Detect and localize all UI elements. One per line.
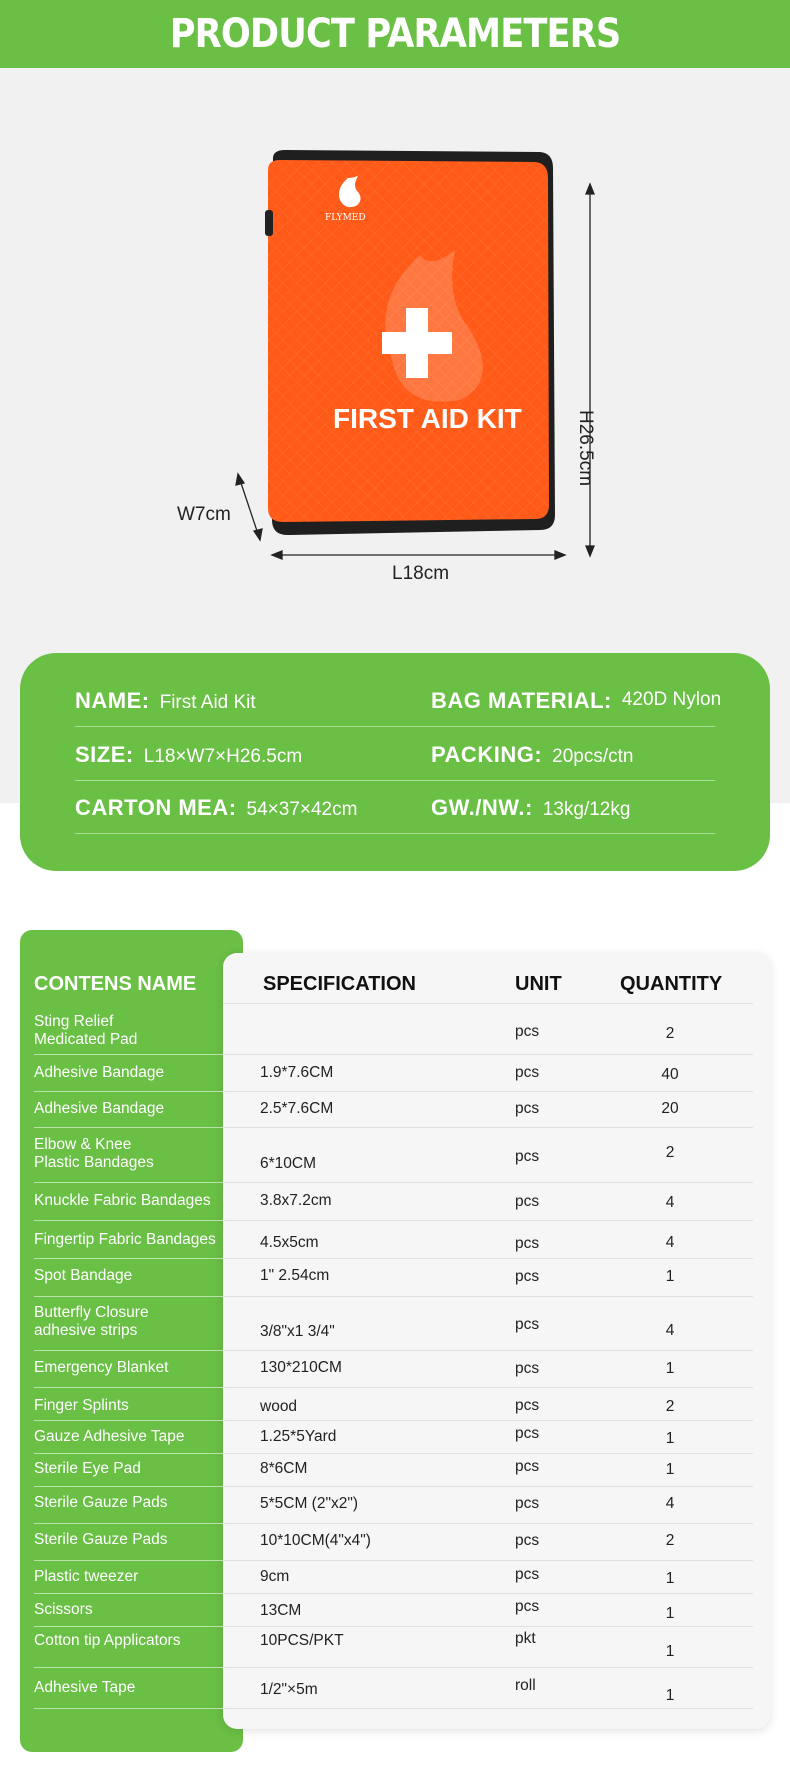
- item-unit: pcs: [515, 1495, 540, 1512]
- param-divider: [75, 780, 715, 781]
- item-name: Adhesive Bandage: [34, 1100, 165, 1117]
- header-divider: [223, 1003, 753, 1004]
- item-specification: 8*6CM: [260, 1460, 308, 1477]
- item-name: Elbow & Knee Plastic Bandages: [34, 1136, 154, 1171]
- param-divider: [75, 833, 715, 834]
- item-specification: wood: [260, 1398, 298, 1415]
- param-packing: [431, 742, 633, 768]
- item-quantity: 4: [665, 1234, 675, 1251]
- item-specification: 3.8x7.2cm: [260, 1192, 332, 1209]
- item-unit: pcs: [515, 1598, 540, 1615]
- item-unit: pcs: [515, 1064, 540, 1081]
- item-quantity: 20: [661, 1100, 679, 1117]
- item-name: Plastic tweezer: [34, 1568, 139, 1585]
- item-name: Sterile Gauze Pads: [34, 1494, 168, 1511]
- table-row: [0, 1055, 790, 1092]
- item-quantity: 1: [665, 1430, 675, 1447]
- item-specification: 2.5*7.6CM: [260, 1100, 334, 1117]
- height-dimension-label: H26.5cm: [575, 410, 596, 487]
- item-unit: pcs: [515, 1532, 540, 1549]
- item-quantity: 1: [665, 1643, 675, 1660]
- param-name: [75, 688, 256, 714]
- item-name: Emergency Blanket: [34, 1359, 169, 1376]
- table-row: [0, 1005, 790, 1055]
- item-unit: pcs: [515, 1023, 540, 1040]
- param-carton-value: 54×37×42cm: [246, 799, 358, 820]
- table-row: [0, 1128, 790, 1183]
- item-specification: 1" 2.54cm: [260, 1267, 330, 1284]
- item-name: Finger Splints: [34, 1397, 129, 1414]
- item-specification: 5*5CM (2"x2"): [260, 1495, 359, 1512]
- item-quantity: 4: [665, 1322, 675, 1339]
- item-unit: pkt: [515, 1630, 536, 1647]
- param-carton: [75, 795, 357, 821]
- item-unit: pcs: [515, 1566, 540, 1583]
- table-row: [0, 1351, 790, 1388]
- item-name: Adhesive Bandage: [34, 1064, 165, 1081]
- item-specification: 9cm: [260, 1568, 290, 1585]
- header-banner: [0, 0, 790, 68]
- item-specification: 6*10CM: [260, 1155, 316, 1172]
- header-unit: UNIT: [515, 973, 562, 995]
- param-name-value: First Aid Kit: [159, 692, 256, 713]
- item-unit: pcs: [515, 1235, 540, 1252]
- item-specification: 10*10CM(4"x4"): [260, 1532, 371, 1549]
- item-name: Knuckle Fabric Bandages: [34, 1192, 211, 1209]
- item-specification: 1/2"×5m: [260, 1681, 318, 1698]
- item-quantity: 2: [665, 1144, 675, 1161]
- param-divider: [75, 726, 715, 727]
- table-row: [0, 1183, 790, 1221]
- item-unit: pcs: [515, 1268, 540, 1285]
- table-row: [0, 1668, 790, 1709]
- item-unit: pcs: [515, 1397, 540, 1414]
- item-name: Gauze Adhesive Tape: [34, 1428, 185, 1445]
- item-unit: pcs: [515, 1148, 540, 1165]
- param-size-label: SIZE:: [75, 742, 134, 767]
- item-quantity: 1: [665, 1360, 675, 1377]
- item-quantity: 4: [665, 1194, 675, 1211]
- item-name: Sterile Gauze Pads: [34, 1531, 168, 1548]
- item-quantity: 1: [665, 1605, 675, 1622]
- item-quantity: 4: [665, 1495, 675, 1512]
- item-name: Butterfly Closure adhesive strips: [34, 1304, 149, 1339]
- item-unit: pcs: [515, 1425, 540, 1442]
- length-dimension-label: L18cm: [392, 563, 450, 584]
- item-quantity: 1: [665, 1268, 675, 1285]
- param-packing-label: PACKING:: [431, 742, 543, 767]
- item-quantity: 1: [665, 1570, 675, 1587]
- header-specification: SPECIFICATION: [263, 973, 416, 995]
- table-row: [0, 1388, 790, 1421]
- param-weight-value: 13kg/12kg: [542, 799, 631, 820]
- param-name-label: NAME:: [75, 688, 150, 713]
- page-title: PRODUCT PARAMETERS: [169, 11, 621, 57]
- item-unit: pcs: [515, 1193, 540, 1210]
- item-quantity: 40: [661, 1066, 679, 1083]
- item-unit: pcs: [515, 1100, 540, 1117]
- item-name: Adhesive Tape: [34, 1679, 136, 1696]
- row-divider: [34, 1708, 223, 1709]
- item-specification: 130*210CM: [260, 1359, 342, 1376]
- item-name: Scissors: [34, 1601, 93, 1618]
- zipper-pull: [265, 210, 273, 236]
- item-name: Cotton tip Applicators: [34, 1632, 181, 1649]
- table-row: [0, 1092, 790, 1128]
- item-name: Spot Bandage: [34, 1267, 133, 1284]
- item-quantity: 1: [665, 1461, 675, 1478]
- table-row: [0, 1594, 790, 1627]
- table-row: [0, 1454, 790, 1487]
- param-weight-label: GW./NW.:: [431, 795, 533, 820]
- param-size-value: L18×W7×H26.5cm: [143, 746, 303, 767]
- item-quantity: 2: [665, 1532, 675, 1549]
- item-name: Fingertip Fabric Bandages: [34, 1231, 216, 1248]
- param-bag-material-value: 420D Nylon: [621, 689, 722, 710]
- row-divider: [223, 1708, 753, 1709]
- param-bag-material: [431, 688, 721, 714]
- item-unit: pcs: [515, 1316, 540, 1333]
- item-specification: 1.25*5Yard: [260, 1428, 337, 1445]
- item-quantity: 2: [665, 1398, 675, 1415]
- table-row: [0, 1487, 790, 1524]
- item-specification: 13CM: [260, 1602, 302, 1619]
- item-name: Sterile Eye Pad: [34, 1460, 141, 1477]
- item-unit: roll: [515, 1677, 536, 1694]
- item-specification: 3/8"x1 3/4": [260, 1323, 335, 1340]
- item-specification: 4.5x5cm: [260, 1234, 319, 1251]
- param-packing-value: 20pcs/ctn: [552, 746, 634, 767]
- item-unit: pcs: [515, 1458, 540, 1475]
- brand-logo-text: FLYMED: [325, 213, 366, 223]
- item-specification: 10PCS/PKT: [260, 1632, 344, 1649]
- param-carton-label: CARTON MEA:: [75, 795, 237, 820]
- item-quantity: 2: [665, 1025, 675, 1042]
- item-quantity: 1: [665, 1687, 675, 1704]
- table-row: [0, 1627, 790, 1668]
- item-specification: 1.9*7.6CM: [260, 1064, 334, 1081]
- param-weight: [431, 795, 630, 821]
- bag-title-text: FIRST AID KIT: [333, 403, 522, 434]
- item-unit: pcs: [515, 1360, 540, 1377]
- param-size: [75, 742, 302, 768]
- table-row: [0, 1297, 790, 1351]
- table-row: [0, 1524, 790, 1561]
- param-bag-material-label: BAG MATERIAL:: [431, 688, 612, 713]
- table-row: [0, 1221, 790, 1259]
- header-contents-name: CONTENS NAME: [34, 973, 197, 995]
- table-row: [0, 1259, 790, 1297]
- header-quantity: QUANTITY: [620, 973, 723, 995]
- table-row: [0, 1421, 790, 1454]
- width-dimension-label: W7cm: [177, 504, 231, 525]
- item-name: Sting Relief Medicated Pad: [34, 1013, 138, 1048]
- table-row: [0, 1561, 790, 1594]
